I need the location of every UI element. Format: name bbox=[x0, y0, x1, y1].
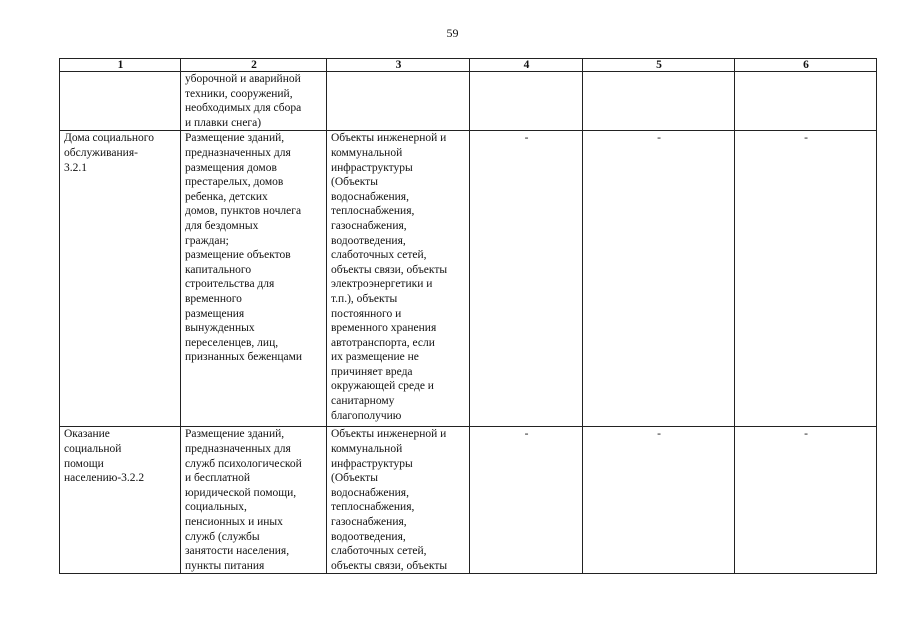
cell-col-6: - bbox=[735, 131, 877, 427]
table-row bbox=[60, 131, 877, 427]
regulations-table bbox=[59, 58, 877, 574]
cell-auxiliary-objects: Объекты инженерной и коммунальной инфраструктуры (Объекты водоснабжения, теплоснабжения, газоснабжения, водоотведения, слаботочных сетей, объекты связи, объекты bbox=[327, 427, 470, 574]
cell-auxiliary-objects bbox=[327, 72, 470, 131]
header-col-1: 1 bbox=[60, 59, 181, 72]
cell-col-5 bbox=[583, 72, 735, 131]
cell-use-type: Оказание социальной помощи населению-3.2.2 bbox=[60, 427, 181, 574]
cell-use-type bbox=[60, 72, 181, 131]
cell-col-5: - bbox=[583, 131, 735, 427]
cell-col-5: - bbox=[583, 427, 735, 574]
cell-col-4: - bbox=[470, 427, 583, 574]
cell-use-type: Дома социального обслуживания- 3.2.1 bbox=[60, 131, 181, 427]
cell-col-6: - bbox=[735, 427, 877, 574]
cell-description: уборочной и аварийной техники, сооружений, необходимых для сбора и плавки снега) bbox=[181, 72, 327, 131]
cell-col-6 bbox=[735, 72, 877, 131]
header-col-4: 4 bbox=[470, 59, 583, 72]
header-col-3: 3 bbox=[327, 59, 470, 72]
cell-col-4: - bbox=[470, 131, 583, 427]
cell-description: Размещение зданий, предназначенных для размещения домов престарелых, домов ребенка, детских домов, пунктов ночлега для бездомных граждан; размещение объектов капитального строительства для временного размещения вынужденных переселенцев, лиц, признанных беженцами bbox=[181, 131, 327, 427]
cell-description: Размещение зданий, предназначенных для служб психологической и бесплатной юридической помощи, социальных, пенсионных и иных служб (службы занятости населения, пункты питания bbox=[181, 427, 327, 574]
cell-col-4 bbox=[470, 72, 583, 131]
cell-auxiliary-objects: Объекты инженерной и коммунальной инфраструктуры (Объекты водоснабжения, теплоснабжения, газоснабжения, водоотведения, слаботочных сетей, объекты связи, объекты электроэнергетики и т.п.), объекты постоянного и временного хранения автотранспорта, если их размещение не причиняет вреда окружающей среде и санитарному благополучию bbox=[327, 131, 470, 427]
table-row bbox=[60, 427, 877, 574]
header-col-5: 5 bbox=[583, 59, 735, 72]
table-header-row bbox=[60, 59, 877, 72]
header-col-2: 2 bbox=[181, 59, 327, 72]
page-number: 59 bbox=[446, 26, 459, 40]
table-row bbox=[60, 72, 877, 131]
header-col-6: 6 bbox=[735, 59, 877, 72]
